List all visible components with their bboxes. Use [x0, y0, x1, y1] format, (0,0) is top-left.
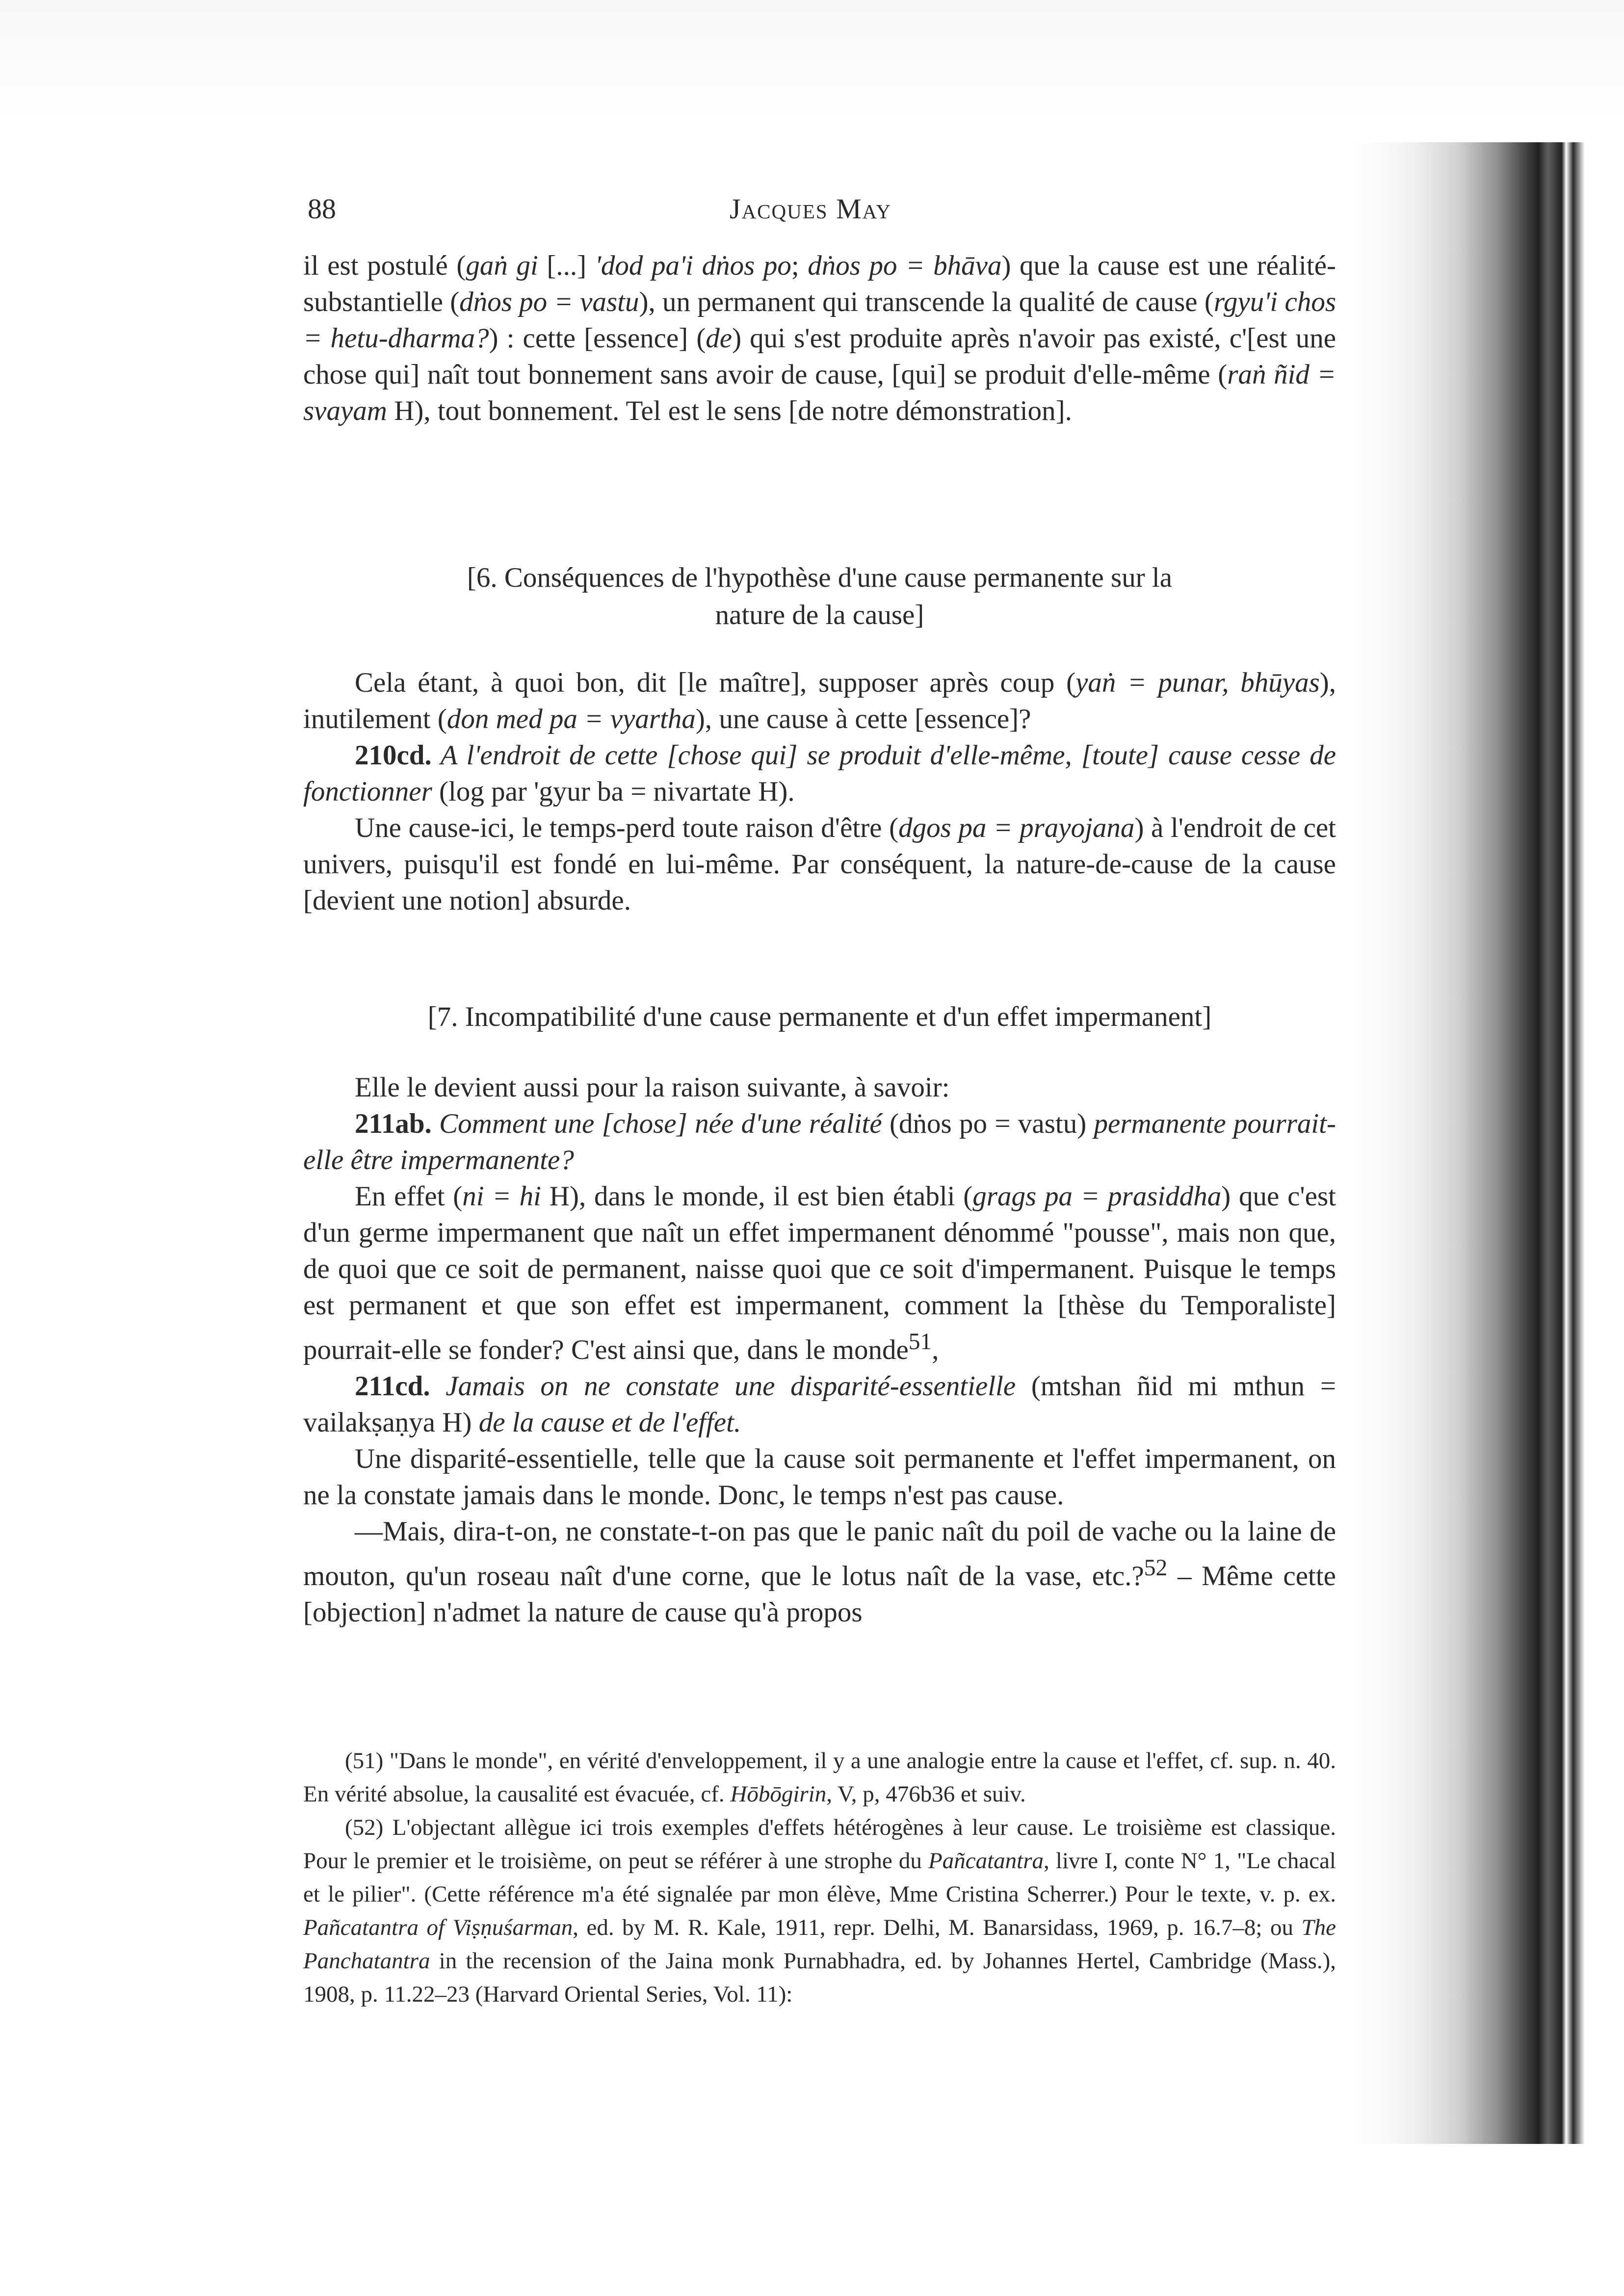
text: —Mais, dira-t-on, ne constate-t-on pas que le panic naît du poil de vache ou la laine de mouton, qu'un roseau naît d'une corne, que le lotus naît de la vase, etc.? [303, 1516, 1336, 1592]
paragraph [303, 810, 1336, 919]
term: dgos pa = prayojana [898, 812, 1135, 843]
text: – Même cette [objection] n'admet la nature de cause qu'à propos [303, 1561, 1336, 1628]
term: yaṅ = punar, bhūyas [1075, 667, 1320, 698]
text: En effet ( [355, 1181, 463, 1212]
intro-term: dṅos po = vastu [459, 287, 639, 317]
term: Pañcatantra of Viṣṇuśarman [303, 1915, 573, 1940]
page-number: 88 [308, 193, 336, 225]
verse [303, 1368, 1336, 1441]
intro-paragraph [303, 248, 1336, 429]
intro-term: de [706, 323, 733, 354]
heading-line: nature de la cause] [715, 600, 924, 630]
paragraph: Elle le devient aussi pour la raison suivante, à savoir: [355, 1072, 950, 1103]
text: , ed. by M. R. Kale, 1911, repr. Delhi, M. Banarsidass, 1969, p. 16.7–8; ou [573, 1915, 1302, 1940]
footnote-ref: 52 [1144, 1555, 1168, 1581]
page-header [308, 192, 1289, 236]
section-6-body [303, 665, 1336, 919]
intro-text: il est postulé ( [303, 250, 466, 281]
intro-text: ) : cette [essence] ( [489, 323, 706, 354]
verse-text: de la cause et de l'effet. [478, 1407, 741, 1438]
running-head: Jacques May [730, 193, 892, 225]
term: Hōbōgirin [730, 1781, 827, 1807]
footnote-52 [303, 1811, 1336, 2011]
text: (52) L'objectant allègue ici trois exemples d'effets hétérogènes à leur cause. Le troisième est classique. Pour le premier et le troisième, on peut se référer à une strophe du [303, 1815, 1336, 1874]
text: ), inutilement ( [303, 667, 1336, 734]
footnotes [303, 1744, 1336, 2011]
paragraph [303, 1513, 1336, 1631]
text: H), dans le monde, il est bien établi ( [541, 1181, 973, 1212]
intro-term: rgyu'i chos = hetu-dharma? [303, 287, 1336, 354]
verse-number: 210cd. [355, 740, 432, 771]
intro-term: raṅ ñid = svayam [303, 359, 1336, 426]
text: ) à l'endroit de cet univers, puisqu'il est fondé en lui-même. Par conséquent, la nature-de-cause de la cause [devient une notion] absurde. [303, 812, 1336, 916]
section-7-body [303, 1070, 1336, 1631]
verse-number: 211cd. [355, 1371, 430, 1402]
verse-gloss: (mtshan ñid mi mthun = vailakṣaṇya H) [303, 1371, 1336, 1438]
verse-text: permanente pourrait-elle être impermanente? [303, 1108, 1336, 1175]
term: don med pa = vyartha [446, 704, 696, 734]
intro-text: ) que la cause est une réalité-substantielle ( [303, 250, 1336, 317]
term: ni = hi [462, 1181, 541, 1212]
text: , V, p, 476b36 et suiv. [826, 1781, 1026, 1807]
intro-text: ) qui s'est produite après n'avoir pas existé, c'[est une chose qui] naît tout bonnement sans avoir de cause, [qui] se produit d'elle-même ( [303, 323, 1336, 390]
text: (51) "Dans le monde", en vérité d'enveloppement, il y a une analogie entre la cause et l'effet, cf. sup. n. 40. En vérité absolue, la causalité est évacuée, cf. [303, 1748, 1336, 1807]
heading-line: [7. Incompatibilité d'une cause permanente et d'un effet impermanent] [427, 1001, 1212, 1032]
verse-gloss: (log par 'gyur ba = nivartate H). [432, 776, 795, 807]
verse-text: Comment une [chose] née d'une réalité [431, 1108, 882, 1139]
verse-text: A l'endroit de cette [chose qui] se produit d'elle-même, [toute] cause cesse de fonctionner [303, 740, 1336, 807]
footnote-ref: 51 [908, 1329, 932, 1355]
heading-line: [6. Conséquences de l'hypothèse d'une cause permanente sur la [467, 562, 1173, 593]
text: ) que c'est d'un germe impermanent que naît un effet impermanent dénommé "pousse", mais non que, de quoi que ce soit de permanent, naisse quoi que ce soit d'impermanent. Puisque le temps est permanent et que son effet est impermanent, comment la [thèse du Temporaliste] pourrait-elle se fonder? C'est ainsi que, dans le monde [303, 1181, 1336, 1365]
verse-number: 211ab. [355, 1108, 432, 1139]
verse [303, 1106, 1336, 1178]
scan-gutter-shadow [1354, 142, 1585, 2144]
paragraph: Une disparité-essentielle, telle que la cause soit permanente et l'effet impermanent, on ne la constate jamais dans le monde. Donc, le temps n'est pas cause. [303, 1443, 1336, 1511]
text: , [932, 1334, 939, 1365]
verse [303, 737, 1336, 810]
paragraph [303, 665, 1336, 737]
intro-text: H), tout bonnement. Tel est le sens [de notre démonstration]. [387, 395, 1072, 426]
text: Cela étant, à quoi bon, dit [le maître], supposer après coup ( [355, 667, 1076, 698]
term: The Panchatantra [303, 1915, 1336, 1974]
verse-gloss: (dṅos po = vastu) [882, 1108, 1094, 1139]
footnote-51 [303, 1744, 1336, 1811]
intro-text: ), un permanent qui transcende la qualité de cause ( [639, 287, 1214, 317]
intro-term: dṅos po = bhāva [808, 250, 1002, 281]
term: Pañcatantra [928, 1848, 1044, 1874]
text: , livre I, conte N° 1, "Le chacal et le pilier". (Cette référence m'a été signalée par mon élève, Mme Cristina Scherrer.) Pour le texte, v. p. ex. [303, 1848, 1336, 1907]
text: in the recension of the Jaina monk Purnabhadra, ed. by Johannes Hertel, Cambridge (Mass.), 1908, p. 11.22–23 (Harvard Oriental Series, Vol. 11): [303, 1948, 1336, 2007]
scan-top-shading [0, 0, 1624, 118]
text: Une cause-ici, le temps-perd toute raison d'être ( [355, 812, 899, 843]
text: ), une cause à cette [essence]? [695, 704, 1031, 734]
intro-term: 'dod pa'i dṅos po [595, 250, 791, 281]
section-6-heading [303, 559, 1336, 634]
intro-text: ; [791, 250, 808, 281]
intro-text: [...] [538, 250, 595, 281]
term: grags pa = prasiddha [972, 1181, 1222, 1212]
intro-term: gaṅ gi [466, 250, 538, 281]
verse-text: Jamais on ne constate une disparité-essentielle [430, 1371, 1016, 1402]
paragraph [303, 1178, 1336, 1368]
section-7-heading [303, 998, 1336, 1036]
